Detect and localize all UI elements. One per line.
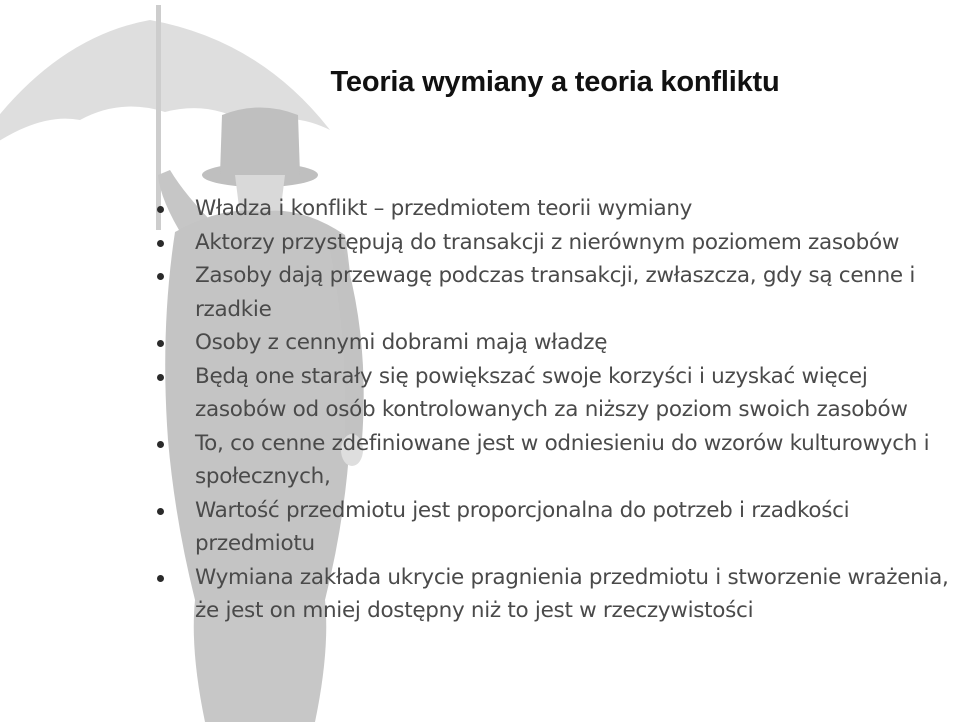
bullet-icon bbox=[157, 340, 164, 347]
bullet-icon bbox=[157, 508, 164, 515]
bullet-item bbox=[150, 360, 956, 427]
bullet-item bbox=[150, 427, 956, 494]
bullet-item bbox=[150, 561, 956, 628]
bullet-text: Osoby z cennymi dobrami mają władzę bbox=[195, 330, 608, 355]
bullet-item bbox=[150, 326, 956, 360]
bullet-text: Zasoby dają przewagę podczas transakcji, zwłaszcza, gdy są cenne i rzadkie bbox=[195, 263, 916, 322]
bullet-icon bbox=[157, 374, 164, 381]
bullet-list bbox=[150, 192, 956, 628]
bullet-icon bbox=[157, 273, 164, 280]
bullet-item bbox=[150, 192, 956, 226]
bullet-item bbox=[150, 226, 956, 260]
bullet-text: Władza i konflikt – przedmiotem teorii wymiany bbox=[195, 196, 693, 221]
bullet-icon bbox=[157, 441, 164, 448]
slide-title: Teoria wymiany a teoria konfliktu bbox=[330, 66, 780, 98]
bullet-icon bbox=[157, 240, 164, 247]
bullet-icon bbox=[157, 575, 164, 582]
bullet-icon bbox=[157, 206, 164, 213]
bullet-text: Będą one starały się powiększać swoje korzyści i uzyskać więcej zasobów od osób kontrolowanych za niższy poziom swoich zasobów bbox=[195, 363, 908, 422]
bullet-item bbox=[150, 494, 956, 561]
bullet-item bbox=[150, 259, 956, 326]
bullet-text: Wymiana zakłada ukrycie pragnienia przedmiotu i stworzenie wrażenia, że jest on mniej dostępny niż to jest w rzeczywistości bbox=[195, 564, 949, 623]
bullet-text: Wartość przedmiotu jest proporcjonalna do potrzeb i rzadkości przedmiotu bbox=[195, 497, 850, 556]
bullet-text: Aktorzy przystępują do transakcji z nierównym poziomem zasobów bbox=[195, 229, 900, 255]
bullet-text: To, co cenne zdefiniowane jest w odniesieniu do wzorów kulturowych i społecznych, bbox=[195, 430, 930, 489]
